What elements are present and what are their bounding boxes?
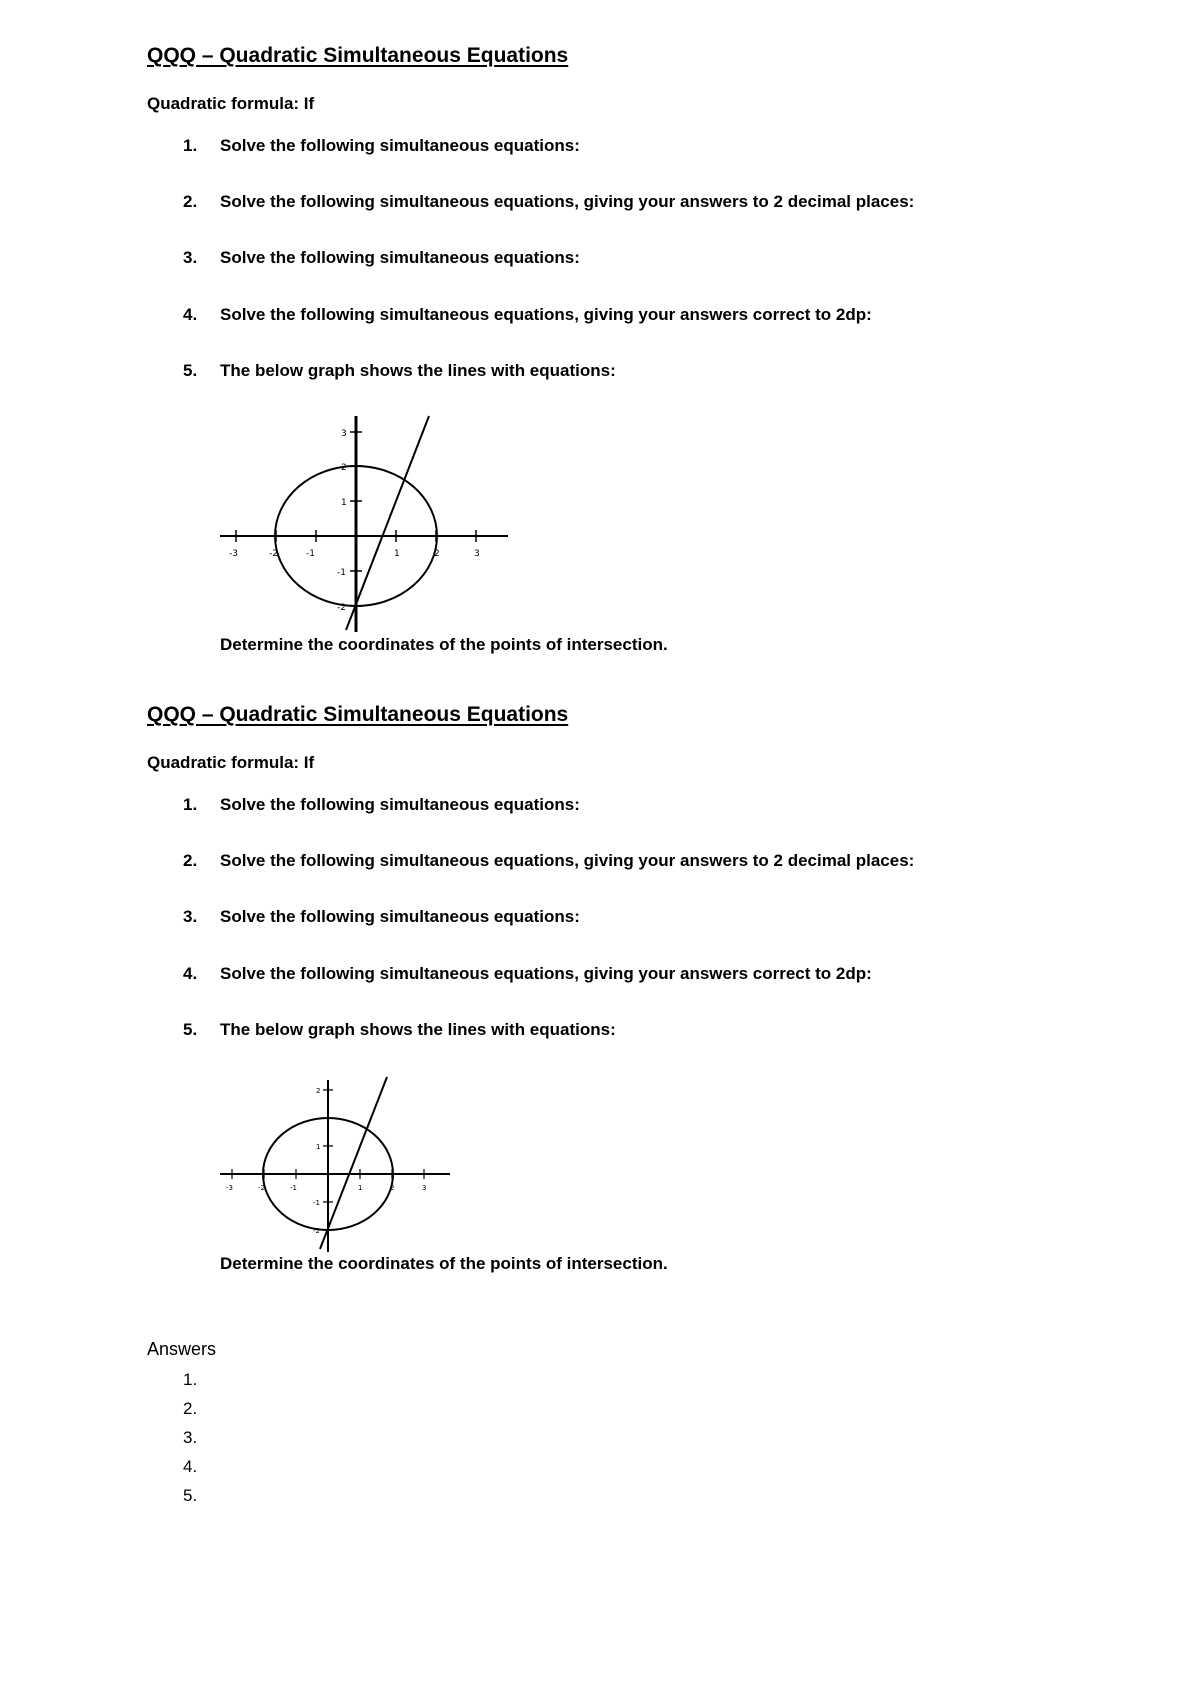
- question-text: Solve the following simultaneous equations:: [220, 248, 580, 267]
- question-number: 4.: [183, 305, 198, 324]
- section-2-formula: Quadratic formula: If: [147, 753, 315, 772]
- straight-line: [320, 1077, 387, 1249]
- section-2-graph: [218, 1074, 458, 1254]
- question-text: Solve the following simultaneous equations, giving your answers correct to 2dp:: [220, 305, 872, 324]
- y-tick-label: 1: [316, 1143, 321, 1151]
- y-tick-label: 3: [341, 429, 347, 439]
- y-tick-label: -1: [313, 1199, 320, 1207]
- x-tick-label: -1: [306, 549, 315, 559]
- section-2-determine-text: Determine the coordinates of the points of intersection.: [220, 1254, 668, 1273]
- x-tick-label: -3: [229, 549, 238, 559]
- answer-item: 1.: [183, 1370, 198, 1389]
- section-1-question-3: [183, 248, 580, 268]
- y-tick-label: 2: [316, 1087, 321, 1095]
- answers-heading: Answers: [147, 1339, 217, 1359]
- section-1-question-2: [183, 192, 914, 212]
- y-tick-label: 1: [341, 498, 347, 508]
- question-text: Solve the following simultaneous equations, giving your answers correct to 2dp:: [220, 964, 872, 983]
- question-number: 1.: [183, 136, 198, 155]
- section-2-question-2: [183, 851, 914, 871]
- question-text: Solve the following simultaneous equations:: [220, 907, 580, 926]
- x-tick-label: -2: [269, 549, 278, 559]
- y-tick-label: 2: [341, 463, 347, 473]
- question-text: Solve the following simultaneous equations, giving your answers to 2 decimal places:: [220, 851, 915, 870]
- x-tick-label: 2: [390, 1184, 395, 1192]
- question-text: Solve the following simultaneous equations:: [220, 795, 580, 814]
- section-2-question-3: [183, 907, 580, 927]
- section-2-question-5: [183, 1020, 616, 1040]
- section-2-question-1: [183, 795, 580, 815]
- x-tick-label: 3: [474, 549, 480, 559]
- question-text: The below graph shows the lines with equations:: [220, 1020, 616, 1039]
- section-1-question-5: [183, 361, 616, 381]
- x-tick-label: -1: [290, 1184, 297, 1192]
- question-number: 1.: [183, 795, 198, 814]
- question-number: 3.: [183, 248, 198, 267]
- section-1-determine-text: Determine the coordinates of the points of intersection.: [220, 635, 668, 654]
- question-text: Solve the following simultaneous equations:: [220, 136, 580, 155]
- straight-line: [346, 416, 429, 630]
- answer-item: 3.: [183, 1428, 198, 1447]
- x-tick-label: 1: [358, 1184, 363, 1192]
- question-number: 4.: [183, 964, 198, 983]
- question-number: 2.: [183, 851, 198, 870]
- x-tick-label: 3: [422, 1184, 427, 1192]
- section-1-graph: [218, 410, 518, 635]
- answer-item: 5.: [183, 1486, 198, 1505]
- answer-item: 4.: [183, 1457, 198, 1476]
- answer-item: 2.: [183, 1399, 198, 1418]
- x-tick-label: -3: [226, 1184, 233, 1192]
- y-tick-label: -1: [337, 568, 346, 578]
- section-1-title: QQQ – Quadratic Simultaneous Equations: [147, 44, 569, 67]
- section-2-title: QQQ – Quadratic Simultaneous Equations: [147, 703, 569, 726]
- question-text: The below graph shows the lines with equations:: [220, 361, 616, 380]
- question-text: Solve the following simultaneous equations, giving your answers to 2 decimal places:: [220, 192, 915, 211]
- section-2-question-4: [183, 964, 872, 984]
- section-1-question-1: [183, 136, 580, 156]
- question-number: 3.: [183, 907, 198, 926]
- y-tick-label: -2: [313, 1227, 320, 1235]
- y-tick-label: -2: [337, 603, 346, 613]
- x-tick-label: -2: [258, 1184, 265, 1192]
- section-1-question-4: [183, 305, 872, 325]
- question-number: 5.: [183, 1020, 198, 1039]
- question-number: 5.: [183, 361, 198, 380]
- section-1-formula: Quadratic formula: If: [147, 94, 315, 113]
- question-number: 2.: [183, 192, 198, 211]
- x-tick-label: 1: [394, 549, 400, 559]
- x-tick-label: 2: [434, 549, 440, 559]
